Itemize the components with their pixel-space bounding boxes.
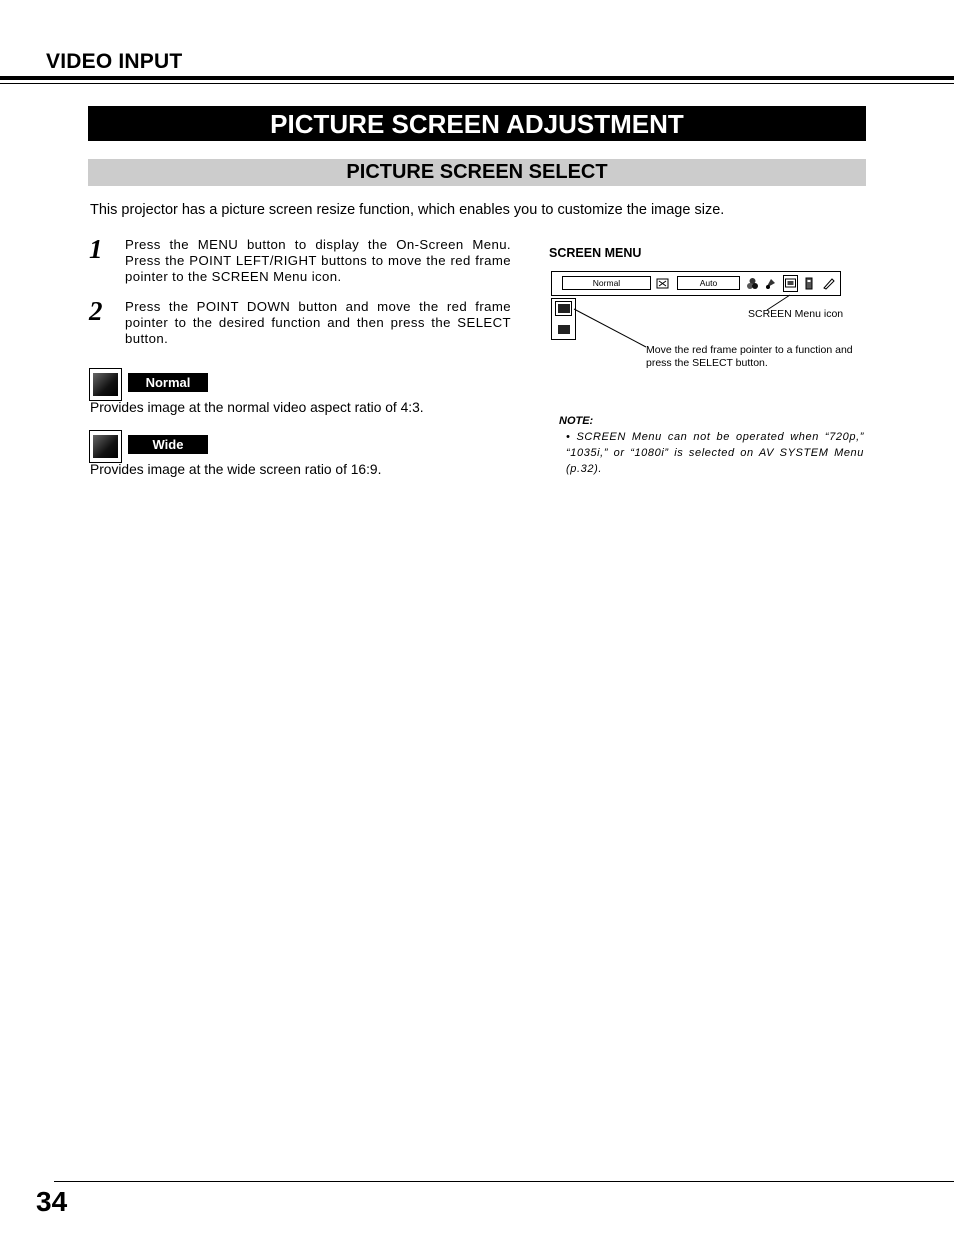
menu-mode-box: Normal — [562, 276, 651, 290]
screen-menu-label: SCREEN MENU — [549, 246, 642, 260]
header-rule-thin — [0, 83, 954, 84]
header-rule-thick — [0, 76, 954, 80]
wide-label: Wide — [128, 435, 208, 454]
step-2-text: Press the POINT DOWN button and move the red frame pointer to the desired function and then press the SELECT button. — [125, 299, 511, 346]
page-number: 34 — [36, 1186, 68, 1217]
normal-label: Normal — [128, 373, 208, 392]
normal-screen-icon — [89, 368, 122, 401]
normal-description: Provides image at the normal video aspect ratio of 4:3. — [90, 400, 424, 415]
step-1-number: 1 — [89, 234, 103, 264]
step-1-text: Press the MENU button to display the On-Screen Menu. Press the POINT LEFT/RIGHT buttons to move the red frame pointer to the SCREEN Menu icon. — [125, 237, 511, 284]
footer-rule — [54, 1181, 954, 1182]
note-title: NOTE: — [559, 415, 594, 427]
setting-icon — [803, 277, 816, 290]
pen-icon — [822, 277, 835, 290]
page-title: PICTURE SCREEN ADJUSTMENT — [88, 106, 866, 141]
note-text: • SCREEN Menu can not be operated when “720p,” “1035i,” or “1080i” is selected on AV SYSTEM Menu (p.32). — [566, 431, 864, 475]
pointer-callout: Move the red frame pointer to a function and press the SELECT button. — [646, 344, 853, 369]
section-label: VIDEO INPUT — [46, 50, 183, 73]
screen-menu-icon-callout: SCREEN Menu icon — [748, 308, 844, 320]
menu-auto-box: Auto — [677, 276, 740, 290]
section-subtitle: PICTURE SCREEN SELECT — [88, 159, 866, 186]
wide-description: Provides image at the wide screen ratio of 16:9. — [90, 462, 382, 477]
wide-screen-icon — [89, 430, 122, 463]
step-2-number: 2 — [89, 296, 103, 326]
intro-text: This projector has a picture screen resize function, which enables you to customize the image size. — [90, 202, 725, 218]
